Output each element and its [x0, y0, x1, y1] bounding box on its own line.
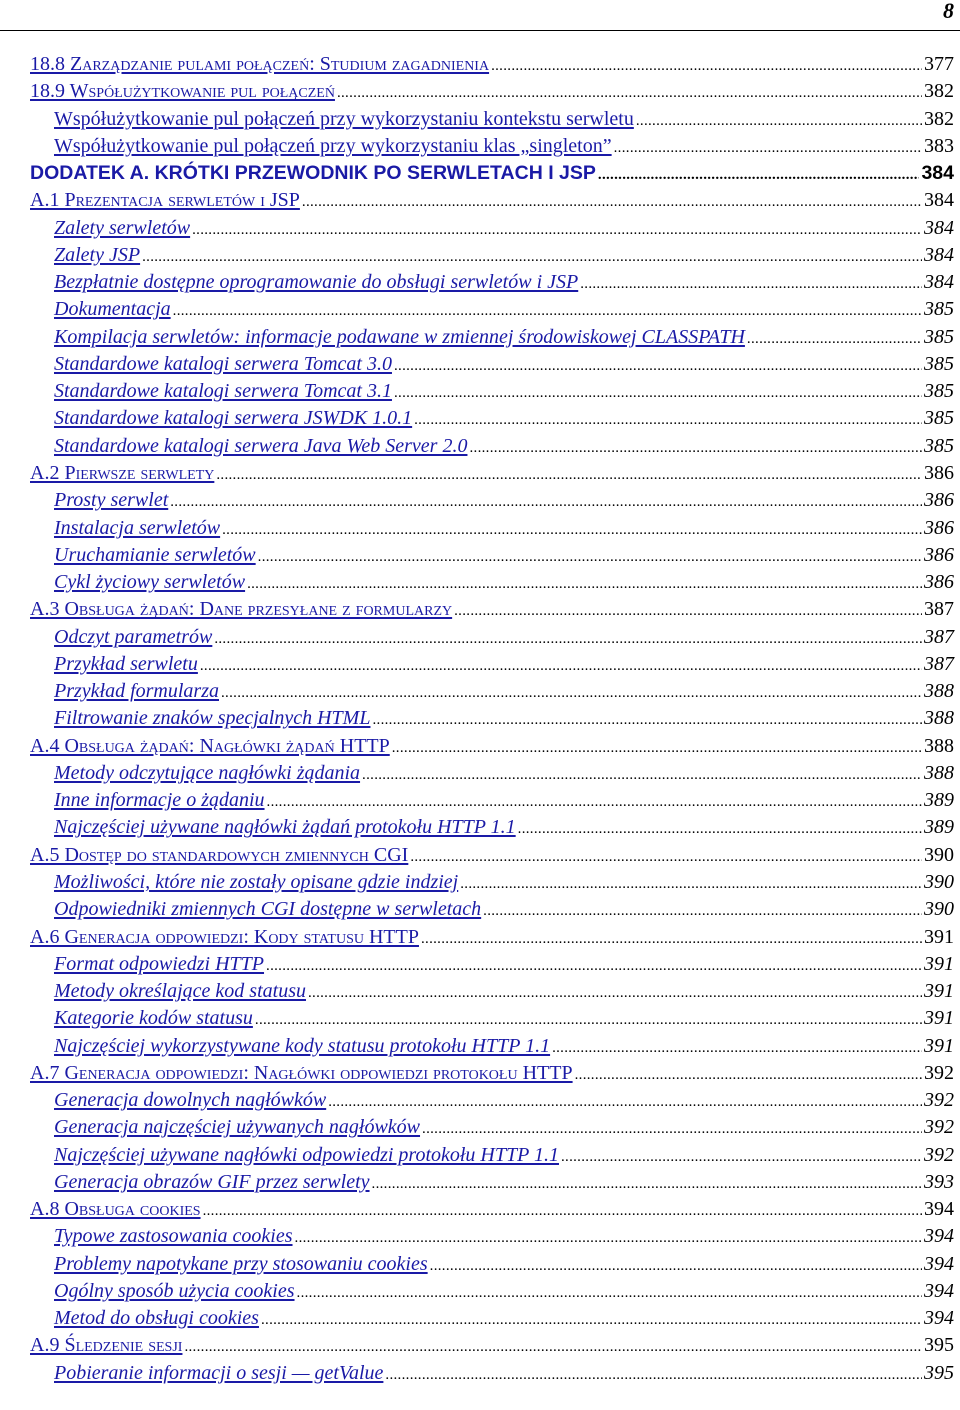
toc-dot-leader [394, 358, 922, 375]
toc-entry-title[interactable]: Standardowe katalogi serwera JSWDK 1.0.1 [54, 407, 413, 430]
toc-entry-title[interactable]: A.2 Pierwsze serwlety [30, 461, 215, 484]
toc-entry-title[interactable]: Standardowe katalogi serwera Tomcat 3.1 [54, 380, 392, 403]
toc-entry-title[interactable]: Problemy napotykane przy stosowaniu cookies [54, 1252, 428, 1275]
toc-dot-leader [295, 1230, 922, 1247]
toc-dot-leader [430, 1258, 922, 1275]
toc-entry-title[interactable]: Filtrowanie znaków specjalnych HTML [54, 707, 371, 730]
toc-entry-title[interactable]: Przykład formularza [54, 680, 219, 703]
toc-dot-leader [392, 740, 922, 757]
toc-entry-title[interactable]: 18.9 Współużytkowanie pul połączeń [30, 80, 335, 103]
toc-entry-page: 393 [924, 1170, 954, 1193]
toc-entry-page: 391 [924, 952, 954, 975]
toc-entry-page: 387 [924, 598, 954, 621]
toc-entry-title[interactable]: Zalety JSP [54, 243, 141, 266]
toc-entry-page: 386 [924, 489, 954, 512]
toc-entry-title[interactable]: Cykl życiowy serwletów [54, 571, 246, 594]
toc-section-entry[interactable] [30, 53, 954, 80]
toc-entry-title[interactable]: Metod do obsługi cookies [54, 1307, 259, 1330]
toc-entry-title[interactable]: Najczęściej używane nagłówki odpowiedzi protokołu HTTP 1.1 [54, 1143, 559, 1166]
toc-subsection-entry[interactable] [30, 680, 954, 707]
toc-entry-page: 384 [924, 189, 954, 212]
toc-entry-title[interactable]: Generacja najczęściej używanych nagłówków [54, 1116, 421, 1139]
toc-entry-title[interactable]: Pobieranie informacji o sesji — getValue [54, 1361, 384, 1384]
toc-subsection-entry[interactable] [30, 953, 954, 980]
toc-dot-leader [483, 903, 922, 920]
toc-entry-page: 388 [924, 761, 954, 784]
toc-entry-page: 385 [924, 325, 954, 348]
toc-entry-page: 391 [924, 1007, 954, 1030]
toc-section-entry[interactable] [30, 1062, 954, 1089]
toc-dot-leader [221, 685, 922, 702]
toc-entry-title[interactable]: A.4 Obsługa żądań: Nagłówki żądań HTTP [30, 734, 390, 757]
toc-entry-title[interactable]: Uruchamianie serwletów [54, 543, 256, 566]
toc-subsection-entry[interactable] [30, 871, 954, 898]
toc-subsection-entry[interactable] [30, 626, 954, 653]
table-of-contents [30, 53, 954, 1389]
toc-section-entry[interactable] [30, 1334, 954, 1361]
toc-dot-leader [216, 467, 922, 484]
toc-entry-title[interactable]: A.6 Generacja odpowiedzi: Kody statusu HTTP [30, 925, 419, 948]
toc-entry-title[interactable]: Instalacja serwletów [54, 516, 221, 539]
toc-section-entry[interactable] [30, 1198, 954, 1225]
toc-entry-page: 386 [924, 571, 954, 594]
toc-entry-title[interactable]: A.8 Obsługa cookies [30, 1198, 201, 1221]
toc-entry-page: 386 [924, 461, 954, 484]
toc-dot-leader [372, 1176, 922, 1193]
toc-entry-page: 385 [924, 352, 954, 375]
toc-subsection-entry[interactable] [30, 1089, 954, 1116]
toc-subsection-entry[interactable] [30, 271, 954, 298]
toc-entry-page: 388 [924, 707, 954, 730]
toc-entry-title[interactable]: A.5 Dostęp do standardowych zmiennych CGI [30, 843, 409, 866]
toc-dot-leader [267, 794, 922, 811]
toc-dot-leader [636, 113, 922, 130]
toc-entry-title[interactable]: Odczyt parametrów [54, 625, 213, 648]
toc-entry-title[interactable]: Metody odczytujące nagłówki żądania [54, 761, 361, 784]
toc-subsection-entry[interactable] [30, 789, 954, 816]
toc-dot-leader [561, 1149, 922, 1166]
toc-subsection-entry[interactable] [30, 571, 954, 598]
toc-entry-page: 384 [921, 162, 954, 185]
toc-entry-title[interactable]: Inne informacje o żądaniu [54, 789, 265, 812]
toc-dot-leader [142, 249, 922, 266]
toc-entry-page: 392 [924, 1143, 954, 1166]
toc-entry-title[interactable]: Zalety serwletów [54, 216, 191, 239]
toc-dot-leader [575, 1067, 922, 1084]
toc-dot-leader [598, 167, 920, 184]
toc-entry-title[interactable]: A.3 Obsługa żądań: Dane przesyłane z formularzy [30, 598, 453, 621]
page-number: 8 [943, 0, 954, 23]
toc-entry-title[interactable]: Format odpowiedzi HTTP [54, 952, 265, 975]
toc-entry-title[interactable]: Generacja dowolnych nagłówków [54, 1089, 327, 1112]
toc-entry-title[interactable]: Kompilacja serwletów: informacje podawane w zmiennej środowiskowej CLASSPATH [54, 325, 745, 348]
toc-section-entry[interactable] [30, 926, 954, 953]
toc-entry-page: 388 [924, 680, 954, 703]
toc-entry-page: 386 [924, 543, 954, 566]
toc-dot-leader [192, 222, 922, 239]
toc-subsection-entry[interactable] [30, 1362, 954, 1389]
toc-entry-title[interactable]: A.7 Generacja odpowiedzi: Nagłówki odpowiedzi protokołu HTTP [30, 1061, 573, 1084]
toc-dot-leader [302, 194, 922, 211]
toc-entry-page: 386 [924, 516, 954, 539]
toc-entry-page: 394 [924, 1198, 954, 1221]
toc-subsection-entry[interactable] [30, 407, 954, 434]
toc-subsection-entry[interactable] [30, 353, 954, 380]
toc-entry-title[interactable]: A.1 Prezentacja serwletów i JSP [30, 189, 300, 212]
toc-subsection-entry[interactable] [30, 980, 954, 1007]
toc-entry-title[interactable]: Metody określające kod statusu [54, 980, 306, 1003]
toc-dot-leader [297, 1285, 922, 1302]
toc-subsection-entry[interactable] [30, 298, 954, 325]
toc-subsection-entry[interactable] [30, 1007, 954, 1034]
toc-entry-page: 390 [924, 870, 954, 893]
toc-entry-page: 391 [924, 980, 954, 1003]
toc-entry-title[interactable]: Prosty serwlet [54, 489, 169, 512]
toc-section-entry[interactable] [30, 462, 954, 489]
toc-dot-leader [261, 1312, 922, 1329]
toc-section-entry[interactable] [30, 80, 954, 107]
toc-subsection-entry[interactable] [30, 217, 954, 244]
toc-dot-leader [422, 1121, 922, 1138]
toc-subsection-entry[interactable] [30, 762, 954, 789]
toc-entry-page: 394 [924, 1252, 954, 1275]
toc-entry-title[interactable]: 18.8 Zarządzanie pulami połączeń: Studium zagadnienia [30, 53, 490, 75]
toc-dot-leader [170, 494, 922, 511]
toc-entry-page: 388 [924, 734, 954, 757]
toc-dot-leader [414, 412, 922, 429]
toc-dot-leader [214, 631, 922, 648]
toc-subsection-entry[interactable] [30, 544, 954, 571]
toc-entry-page: 384 [924, 271, 954, 294]
toc-entry-title[interactable]: Standardowe katalogi serwera Tomcat 3.0 [54, 352, 392, 375]
toc-dot-leader [491, 58, 922, 75]
toc-dot-leader [614, 140, 922, 157]
toc-entry-title[interactable]: Typowe zastosowania cookies [54, 1225, 293, 1248]
toc-subsection-entry[interactable] [30, 380, 954, 407]
toc-subsection-entry[interactable] [30, 816, 954, 843]
toc-subsection-entry[interactable] [30, 1225, 954, 1252]
toc-subsection-entry[interactable] [30, 517, 954, 544]
toc-dot-leader [747, 331, 922, 348]
toc-dot-leader [362, 767, 922, 784]
toc-entry-title[interactable]: DODATEK A. KRÓTKI PRZEWODNIK PO SERWLETACH I JSP [30, 162, 596, 185]
toc-subsection-entry[interactable] [30, 1035, 954, 1062]
toc-dot-leader [385, 1367, 922, 1384]
toc-entry-page: 389 [924, 816, 954, 839]
toc-entry-title[interactable]: Ogólny sposób użycia cookies [54, 1279, 295, 1302]
toc-dot-leader [580, 276, 922, 293]
toc-entry-title[interactable]: Najczęściej wykorzystywane kody statusu protokołu HTTP 1.1 [54, 1034, 551, 1057]
toc-entry-page: 382 [924, 107, 954, 130]
toc-entry-page: 395 [924, 1334, 954, 1357]
toc-entry-page: 385 [924, 434, 954, 457]
toc-entry-page: 390 [924, 898, 954, 921]
toc-dot-leader [203, 1203, 922, 1220]
toc-subsection-entry[interactable] [30, 1253, 954, 1280]
toc-entry-page: 390 [924, 843, 954, 866]
toc-dot-leader [200, 658, 922, 675]
toc-entry-page: 394 [924, 1279, 954, 1302]
toc-entry-page: 392 [924, 1061, 954, 1084]
toc-entry-page: 384 [924, 243, 954, 266]
toc-subsection-entry[interactable] [30, 1144, 954, 1171]
toc-entry-title[interactable]: Standardowe katalogi serwera Java Web Server 2.0 [54, 434, 468, 457]
toc-entry-page: 383 [924, 134, 954, 157]
toc-entry-page: 389 [924, 789, 954, 812]
toc-entry-page: 394 [924, 1225, 954, 1248]
toc-dot-leader [173, 303, 922, 320]
toc-entry-page: 387 [924, 652, 954, 675]
toc-entry-page: 395 [924, 1361, 954, 1384]
toc-entry-page: 385 [924, 407, 954, 430]
toc-dot-leader [552, 1040, 922, 1057]
toc-subsection-entry[interactable] [30, 653, 954, 680]
toc-dot-leader [394, 385, 922, 402]
header-rule [0, 30, 960, 31]
toc-entry-page: 391 [924, 925, 954, 948]
toc-entry-title[interactable]: Bezpłatnie dostępne oprogramowanie do obsługi serwletów i JSP [54, 271, 579, 294]
toc-entry-page: 392 [924, 1089, 954, 1112]
toc-subsection-entry[interactable] [30, 898, 954, 925]
toc-entry-title[interactable]: Przykład serwletu [54, 652, 198, 675]
toc-subsection-entry[interactable] [30, 1280, 954, 1307]
toc-chapter-entry[interactable] [30, 162, 954, 189]
toc-subsection-entry[interactable] [30, 244, 954, 271]
toc-entry-page: 382 [924, 80, 954, 103]
toc-subsection-entry[interactable] [30, 326, 954, 353]
toc-subsection-entry[interactable] [30, 435, 954, 462]
toc-subsection-entry[interactable] [30, 1307, 954, 1334]
toc-entry-page: 387 [924, 625, 954, 648]
toc-dot-leader [410, 849, 922, 866]
toc-dot-leader [421, 931, 922, 948]
toc-entry-page: 391 [924, 1034, 954, 1057]
toc-entry-title[interactable]: Współużytkowanie pul połączeń przy wykorzystaniu kontekstu serwletu [54, 107, 634, 130]
toc-subsection-entry[interactable] [30, 1116, 954, 1143]
toc-dot-leader [469, 440, 922, 457]
toc-entry-title[interactable]: Kategorie kodów statusu [54, 1007, 253, 1030]
toc-subsection-entry[interactable] [30, 489, 954, 516]
toc-entry-title[interactable]: Najczęściej używane nagłówki żądań protokołu HTTP 1.1 [54, 816, 516, 839]
toc-entry-title[interactable]: Możliwości, które nie zostały opisane gdzie indziej [54, 870, 459, 893]
toc-entry-page: 384 [924, 216, 954, 239]
toc-section-entry[interactable] [30, 735, 954, 762]
toc-dot-leader [308, 985, 922, 1002]
toc-entry-title[interactable]: A.9 Śledzenie sesji [30, 1334, 183, 1357]
toc-entry-title[interactable]: Generacja obrazów GIF przez serwlety [54, 1170, 370, 1193]
toc-entry-title[interactable]: Dokumentacja [54, 298, 171, 321]
toc-dot-leader [258, 549, 922, 566]
toc-entry-page: 394 [924, 1307, 954, 1330]
toc-section-entry[interactable] [30, 844, 954, 871]
toc-entry-page: 392 [924, 1116, 954, 1139]
toc-dot-leader [518, 821, 922, 838]
toc-entry-page: 385 [924, 380, 954, 403]
toc-subsection-entry[interactable] [30, 135, 954, 162]
toc-dot-leader [222, 522, 922, 539]
toc-subsection-entry[interactable] [30, 108, 954, 135]
toc-dot-leader [255, 1012, 922, 1029]
toc-entry-title[interactable]: Współużytkowanie pul połączeń przy wykorzystaniu klas „singleton” [54, 134, 612, 157]
toc-entry-page: 377 [924, 53, 954, 75]
toc-dot-leader [337, 85, 922, 102]
toc-dot-leader [266, 958, 922, 975]
toc-entry-title[interactable]: Odpowiedniki zmiennych CGI dostępne w serwletach [54, 898, 482, 921]
toc-subsection-entry[interactable] [30, 707, 954, 734]
toc-dot-leader [328, 1094, 922, 1111]
toc-dot-leader [460, 876, 922, 893]
toc-dot-leader [184, 1339, 922, 1356]
toc-dot-leader [372, 712, 922, 729]
toc-section-entry[interactable] [30, 189, 954, 216]
toc-dot-leader [454, 603, 922, 620]
toc-section-entry[interactable] [30, 598, 954, 625]
toc-dot-leader [247, 576, 922, 593]
toc-entry-page: 385 [924, 298, 954, 321]
toc-subsection-entry[interactable] [30, 1171, 954, 1198]
